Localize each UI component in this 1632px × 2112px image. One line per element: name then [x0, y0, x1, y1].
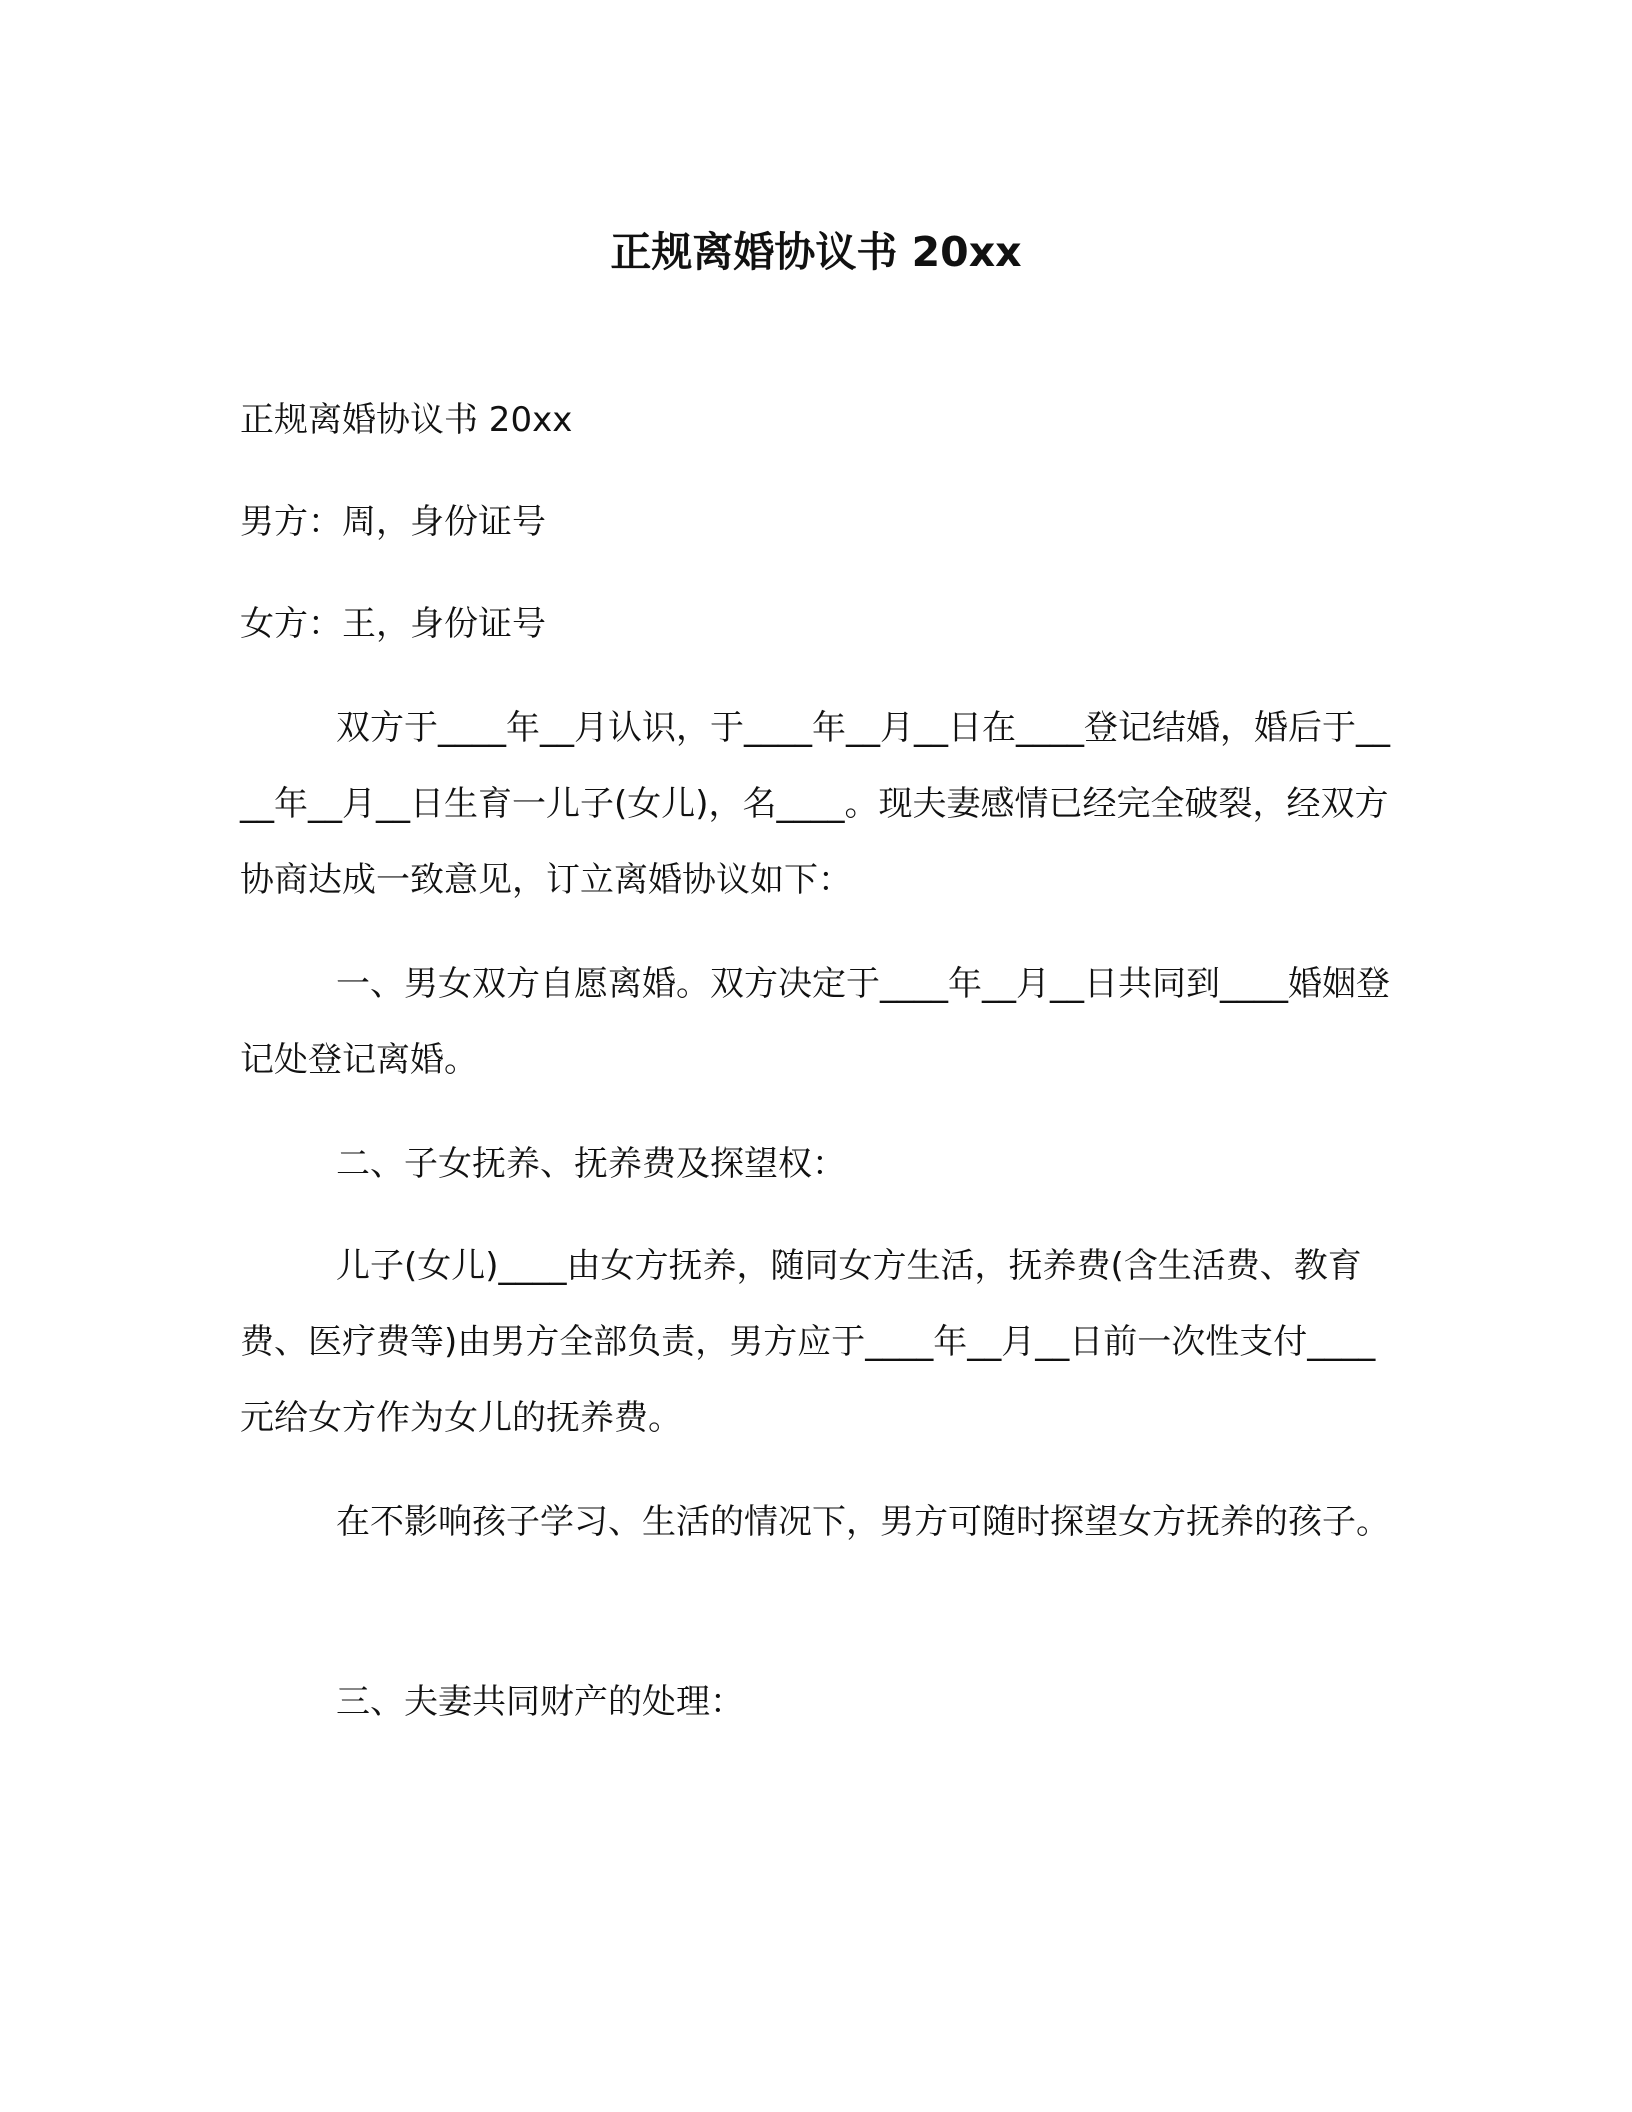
paragraph-clause-3-heading: 三、夫妻共同财产的处理： — [336, 1682, 744, 1722]
document-subtitle: 正规离婚协议书 20xx — [240, 400, 573, 440]
document-title: 正规离婚协议书 20xx — [610, 228, 1022, 276]
party-female: 女方：王，身份证号 — [240, 604, 546, 644]
paragraph-child-support: 儿子(女儿)____由女方抚养，随同女方生活，抚养费(含生活费、教育费、医疗费等)由男方全部负责，男方应于____年__月__日前一次性支付____元给女方作为女儿的抚养费。 — [240, 1246, 1376, 1438]
paragraph-clause-2-heading: 二、子女抚养、抚养费及探望权： — [336, 1144, 846, 1184]
paragraph-visitation: 在不影响孩子学习、生活的情况下，男方可随时探望女方抚养的孩子。 — [336, 1502, 1390, 1542]
paragraph-clause-1: 一、男女双方自愿离婚。双方决定于____年__月__日共同到____婚姻登记处登记离婚。 — [240, 964, 1390, 1080]
party-male: 男方：周，身份证号 — [240, 502, 546, 542]
paragraph-marriage-info: 双方于____年__月认识，于____年__月__日在____登记结婚，婚后于____年__月__日生育一儿子(女儿)，名____。现夫妻感情已经完全破裂，经双方协商达成一致意见，订立离婚协议如下： — [240, 708, 1390, 900]
